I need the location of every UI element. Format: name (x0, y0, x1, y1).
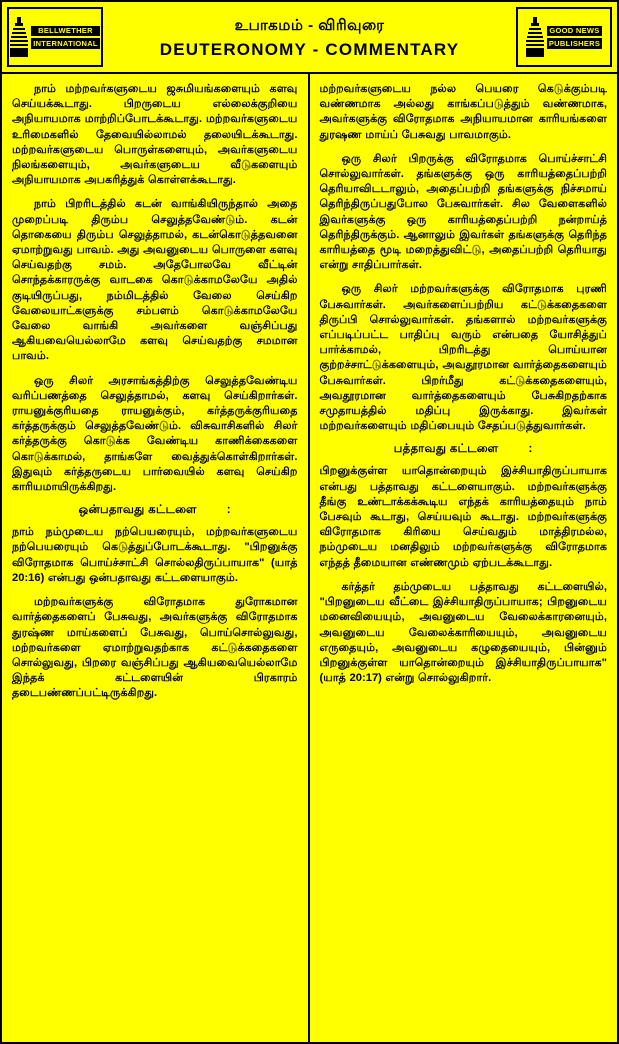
heading-colon: : (226, 504, 232, 517)
title-tamil: உபாகமம் - விரிவுரை (234, 16, 385, 34)
logo-line-2: PUBLISHERS (548, 38, 601, 48)
tower-icon (526, 17, 544, 57)
heading-label: பத்தாவது கட்டளை (393, 443, 499, 456)
logo-line-1: BELLWETHER (31, 26, 100, 37)
logo-line-1: GOOD NEWS (547, 26, 602, 37)
document-header (2, 2, 617, 74)
document-body (2, 74, 617, 1042)
paragraph: நாம் மற்றவர்களுடைய ஜசுமியங்களையும் களவு செய்யக்கூடாது. பிறருடைய எல்லைக்குறியை அநியாயமாக மாற்றிப்போடக்கூடாது. மற்றவர்களுடைய உரிமைகளில் தேவையில்லாமல் தலையிடக்கூடாது. மற்றவர்களுடைய பொருள்களையும், அவர்களுடைய நிலங்களையும், அவர்களுடைய வீடுகளையும் அநியாயமாக அபகரித்துக் கொள்ளக்கூடாது. (12, 83, 298, 187)
paragraph: பிறனுக்குள்ள யாதொன்றையும் இச்சியாதிருப்பாயாக என்பது பத்தாவது கட்டளையாகும். மற்றவர்களுக்கு தீங்கு உண்டாக்கக்கூடிய எந்தக் காரியத்தையும் நாம் பேசவும் கூடாது, செய்யவும் கூடாது. மற்றவர்களுக்கு விரோதமாக கிரியை செய்வதும் மாத்திரமல்ல, நம்முடைய மனதிலும் மற்றவர்களுக்கு விரோதமாக எந்தத் தீமையான எண்ணமும் ஏற்படக்கூடாது. (319, 465, 607, 569)
heading-colon: : (528, 443, 533, 456)
heading-label: ஒன்பதாவது கட்டளை (78, 504, 197, 517)
bellwether-international-logo (7, 7, 103, 67)
paragraph: நாம் பிறரிடத்தில் கடன் வாங்கியிருந்தால் அதை முறைப்படி திரும்ப செலுத்தவேண்டும். கடன் தொகையை திரும்ப செலுத்தாமல், கடன்கொடுத்தவனை ஏமாற்றுவது பாவம். அது அவனுடைய பொருளை களவு செய்வதற்கு சமம். அதேபோலவே வீட்டின் சொந்தக்காரருக்கு வாடகை கொடுக்காமலேயே அதில் குடியிருப்பது, நம்மிடத்தில் வேலை செய்கிற வேலையாட்களுக்கு சம்பளம் கொடுக்காமலேயே வேலை வாங்கி அவர்களை வஞ்சிப்பது ஆகியவையெல்லாமே களவு செய்வதற்கு சமமான பாவம். (12, 198, 298, 363)
paragraph: கர்த்தர் தம்முடைய பத்தாவது கட்டளையில், "பிறனுடைய வீட்டை இச்சியாதிருப்பாயாக; பிறனுடைய மனைவியையும், அவனுடைய வேலைக்காரனையும், அவனுடைய வேலைக்காரியையும், அவனுடைய எருதையும், அவனுடைய கழுதையையும், பின்னும் பிறனுக்குள்ள யாதொன்றையும் இச்சியாதிருப்பாயாக" (யாத் 20:17) என்று சொல்லுகிறார். (319, 580, 607, 685)
page-title (108, 2, 511, 72)
paragraph: ஒரு சிலர் பிறருக்கு விரோதமாக பொய்ச்சாட்சி சொல்லுவார்கள். தங்களுக்கு ஒரு காரியத்தைப்பற்றி தெரியாவிடடாலும், அதைப்பற்றி தங்களுக்கு நிச்சமாய் தெரிந்திருப்பதுபோல பேசுவார்கள். சில வேளைகளில் இவர்களுக்கு ஒரு காரியத்தைப்பற்றி நன்றாய்த் தெரிந்திருக்கும். ஆனாலும் இவர்கள் தங்களுக்கு தெரிந்த காரியத்தை மூடி மறைத்துவிட்டு, அதைப்பற்றி தெரியாது என்று சாதிப்பார்கள். (319, 152, 607, 272)
tower-icon (10, 17, 28, 57)
paragraph: மற்றவர்களுடைய நல்ல பெயரை கெடுக்கும்படி வண்ணமாக அல்லது காங்கப்படுத்தும் வண்ணமாக, அவர்களுக்கு விரோதமாக அநியாயமான காரியங்களை துரஷண மாய்ப் பேசுவது பாவமாகும். (319, 83, 607, 141)
right-column (310, 74, 618, 1042)
logo-line-2: INTERNATIONAL (33, 38, 98, 48)
paragraph: நாம் நம்முடைய நற்பெயரையும், மற்றவர்களுடைய நற்பெயரையும் கெடுத்துப்போடக்கூடாது. "பிறனுக்கு விரோதமாக பொய்ச்சாட்சி சொல்லதிருப்பாயாக" (யாத் 20:16) என்பது ஒன்பதாவது கட்டளையாகும். (12, 526, 298, 584)
paragraph: மற்றவர்களுக்கு விரோதமாக துரோகமான வார்த்தைகளைப் பேசுவது, அவர்களுக்கு விரோதமாக துரஷ்ண மாய்களைப் பேசுவது, பொய்சொல்லுவது, மற்றவர்களை ஏமாற்றுவதற்காக கட்டுக்கதைகளை சொல்லுவது, பிறரை வஞ்சிப்பது ஆகியவையெல்லாமே இந்தக் கட்டளையின் பிரகாரம் தடைபண்ணப்பட்டிருக்கிறது. (12, 596, 298, 700)
left-column (2, 74, 310, 1042)
title-english: DEUTERONOMY - COMMENTARY (159, 39, 460, 59)
paragraph: ஒரு சிலர் அரசாங்கத்திற்கு செலுத்தவேண்டிய வரிப்பணத்தை செலுத்தாமல், களவு செய்கிறார்கள். ராயனுக்குரியதை ராயனுக்கும், கர்த்தருக்குரியதை கர்த்தருக்கும் செலுத்தவேண்டும். விசுவாசிகளில் சிலர் கர்த்தருக்கு கொடுக்க வேண்டிய காணிக்கைகளை கொடுக்காமல், தாங்களே வைத்துக்கொள்கிறார்கள். இதுவும் கர்த்தருடைய பார்வையில் களவு செய்கிற காரியமாயிருக்கிறது. (12, 374, 298, 494)
good-news-publishers-logo (516, 7, 612, 67)
section-heading-ninth-commandment (12, 504, 298, 518)
section-heading-tenth-commandment (320, 443, 608, 457)
paragraph: ஒரு சிலர் மற்றவர்களுக்கு விரோதமாக புரணி பேசுவார்கள். அவர்களைப்பற்றிய கட்டுக்கதைகளை திருப்பி சொல்லுவார்கள். தங்களால் மற்றவர்களுக்கு எப்படிப்பட்ட பாதிப்பு வரும் என்பதை யோசித்துப் பார்க்காமல், பிறரிடத்து பொய்யான குற்றச்சாட்டுக்களையும், அவதூரமான வார்த்தைகளையும் பேசுவார்கள். பிறர்மீது கட்டுக்கதைகளையும், அவதூரமான வார்த்தைகளையும் பேசுகிறதற்காக சமுதாயத்தில் மதிப்பு இருக்காது. இவர்கள் மற்றவர்களையும் மதிப்பையும் சேதப்படுத்துவார்கள். (319, 283, 607, 433)
